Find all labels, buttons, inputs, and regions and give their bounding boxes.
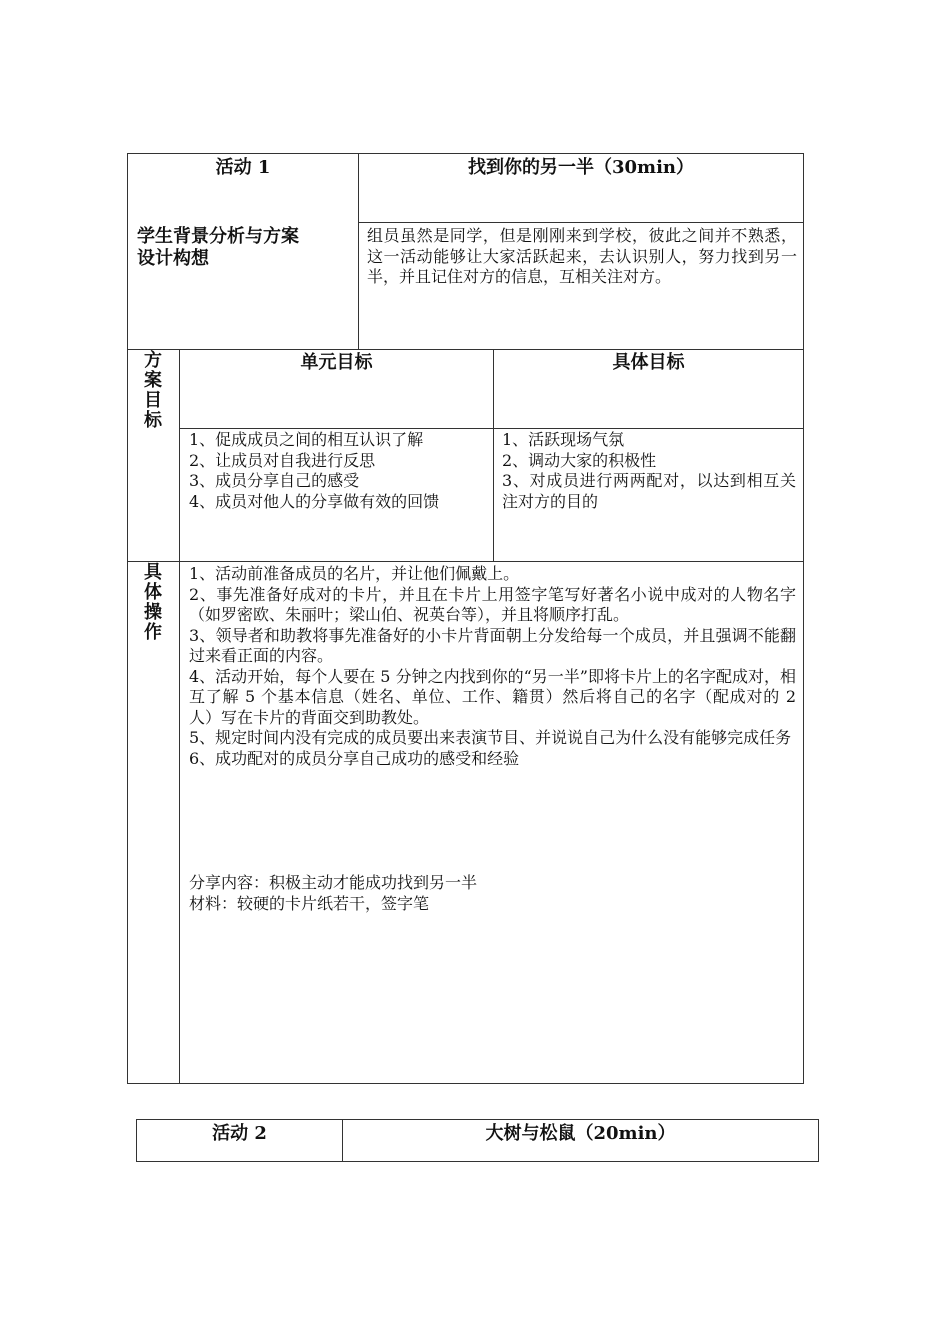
list-item: 1、活跃现场气氛 <box>502 430 625 449</box>
list-item: 1、活动前准备成员的名片，并让他们佩戴上。 <box>189 564 520 583</box>
list-item: 3、对成员进行两两配对，以达到相互关注对方的目的 <box>502 471 796 511</box>
activity-2-name: 大树与松鼠（20min） <box>485 1123 676 1144</box>
list-item: 4、成员对他人的分享做有效的回馈 <box>189 491 440 511</box>
list-item: 5、规定时间内没有完成的成员要出来表演节目、并说说自己为什么没有能够完成任务 <box>189 728 792 747</box>
list-item: 1、促成成员之间的相互认识了解 <box>189 430 424 449</box>
list-item: 3、领导者和助教将事先准备好的小卡片背面朝上分发给每一个成员，并且强调不能翻过来看正面的内容。 <box>189 625 796 665</box>
activity-2-label: 活动 2 <box>212 1123 267 1144</box>
specific-goals-list <box>502 430 796 512</box>
unit-goal-heading: 单元目标 <box>300 352 373 373</box>
share-content: 分享内容：积极主动才能成功找到另一半 <box>189 873 478 892</box>
materials: 材料：较硬的卡片纸若干，签字笔 <box>189 893 430 913</box>
activity-1-name: 找到你的另一半（30min） <box>467 157 695 178</box>
specific-goal-heading: 具体目标 <box>612 352 685 373</box>
steps-list <box>189 564 796 769</box>
activity-1-label: 活动 1 <box>215 157 271 178</box>
share-and-materials <box>189 873 796 914</box>
unit-goals-list <box>189 430 485 512</box>
background-heading: 学生背景分析与方案设计构想 <box>137 226 299 269</box>
list-item: 2、事先准备好成对的卡片，并且在卡片上用签字笔写好著名小说中成对的人物名字（如罗密欧、朱丽叶；梁山伯、祝英台等），并且将顺序打乱。 <box>189 584 796 624</box>
list-item: 2、调动大家的积极性 <box>502 450 657 470</box>
list-item: 4、活动开始，每个人要在 5 分钟之内找到你的“另一半”即将卡片上的名字配成对，相互了解 5 个基本信息（姓名、单位、工作、籍贯）然后将自己的名字（配成对的 2 人）写在卡片的背面交到助教处。 <box>189 666 796 727</box>
background-text: 组员虽然是同学，但是刚刚来到学校，彼此之间并不熟悉，这一活动能够让大家活跃起来，去认识别人，努力找到另一半，并且记住对方的信息，互相关注对方。 <box>367 226 797 286</box>
list-item: 2、让成员对自我进行反思 <box>189 450 376 470</box>
goals-label: 方案目标 <box>144 350 162 431</box>
list-item: 6、成功配对的成员分享自己成功的感受和经验 <box>189 748 520 768</box>
operation-label: 具体操作 <box>144 562 162 643</box>
list-item: 3、成员分享自己的感受 <box>189 471 360 490</box>
